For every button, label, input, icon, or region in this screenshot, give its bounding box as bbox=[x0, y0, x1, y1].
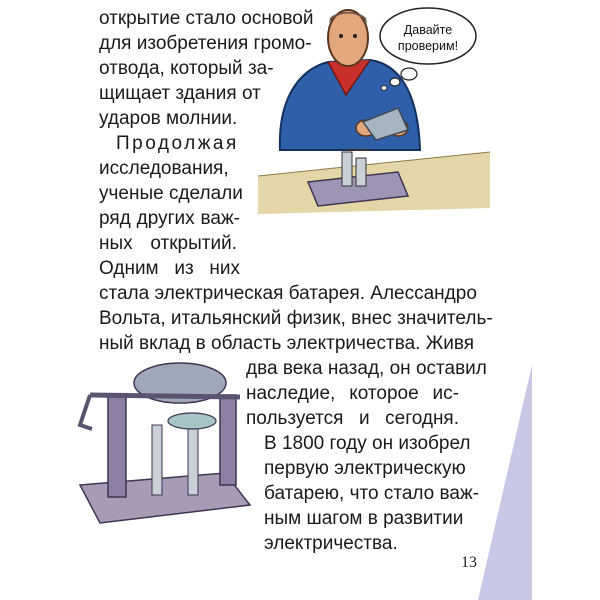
thought-bubble-text bbox=[378, 22, 478, 54]
text-line-3: отвода, который за- bbox=[99, 58, 274, 79]
text-line-13: Вольта, итальянский физик, внес значитель- bbox=[99, 308, 493, 329]
thought-line-2: проверим! bbox=[397, 39, 459, 53]
thought-line-1: Давайте bbox=[403, 23, 453, 37]
text-line-11: Одним из них bbox=[99, 258, 240, 279]
text-line-14: ный вклад в область электричества. Живя bbox=[99, 333, 475, 354]
text-line-15: два века назад, он оставил bbox=[246, 358, 487, 379]
text-line-5: ударов молнии. bbox=[99, 108, 238, 129]
generator-illustration bbox=[70, 355, 260, 530]
text-line-2: для изобретения громо- bbox=[99, 33, 312, 54]
text-line-7: исследования, bbox=[99, 158, 229, 179]
text-line-16: наследие, которое ис- bbox=[246, 383, 459, 404]
text-line-21: ным шагом в развитии bbox=[264, 508, 464, 529]
text-line-6: Продолжая bbox=[116, 133, 239, 154]
text-line-8: ученые сделали bbox=[99, 183, 243, 204]
text-line-1: открытие стало основой bbox=[99, 8, 314, 29]
text-line-17: пользуется и сегодня. bbox=[246, 408, 459, 429]
text-line-22: электричества. bbox=[264, 533, 398, 554]
text-line-20: батарею, что стало важ- bbox=[264, 483, 480, 504]
text-line-18: В 1800 году он изобрел bbox=[264, 433, 471, 454]
text-line-9: ряд других важ- bbox=[99, 208, 240, 229]
text-line-19: первую электрическую bbox=[264, 458, 466, 479]
page-number: 13 bbox=[461, 554, 477, 571]
text-line-12: стала электрическая батарея. Алессандро bbox=[99, 283, 477, 304]
text-line-4: щищает здания от bbox=[99, 83, 261, 104]
text-line-10: ных открытий. bbox=[99, 233, 237, 254]
